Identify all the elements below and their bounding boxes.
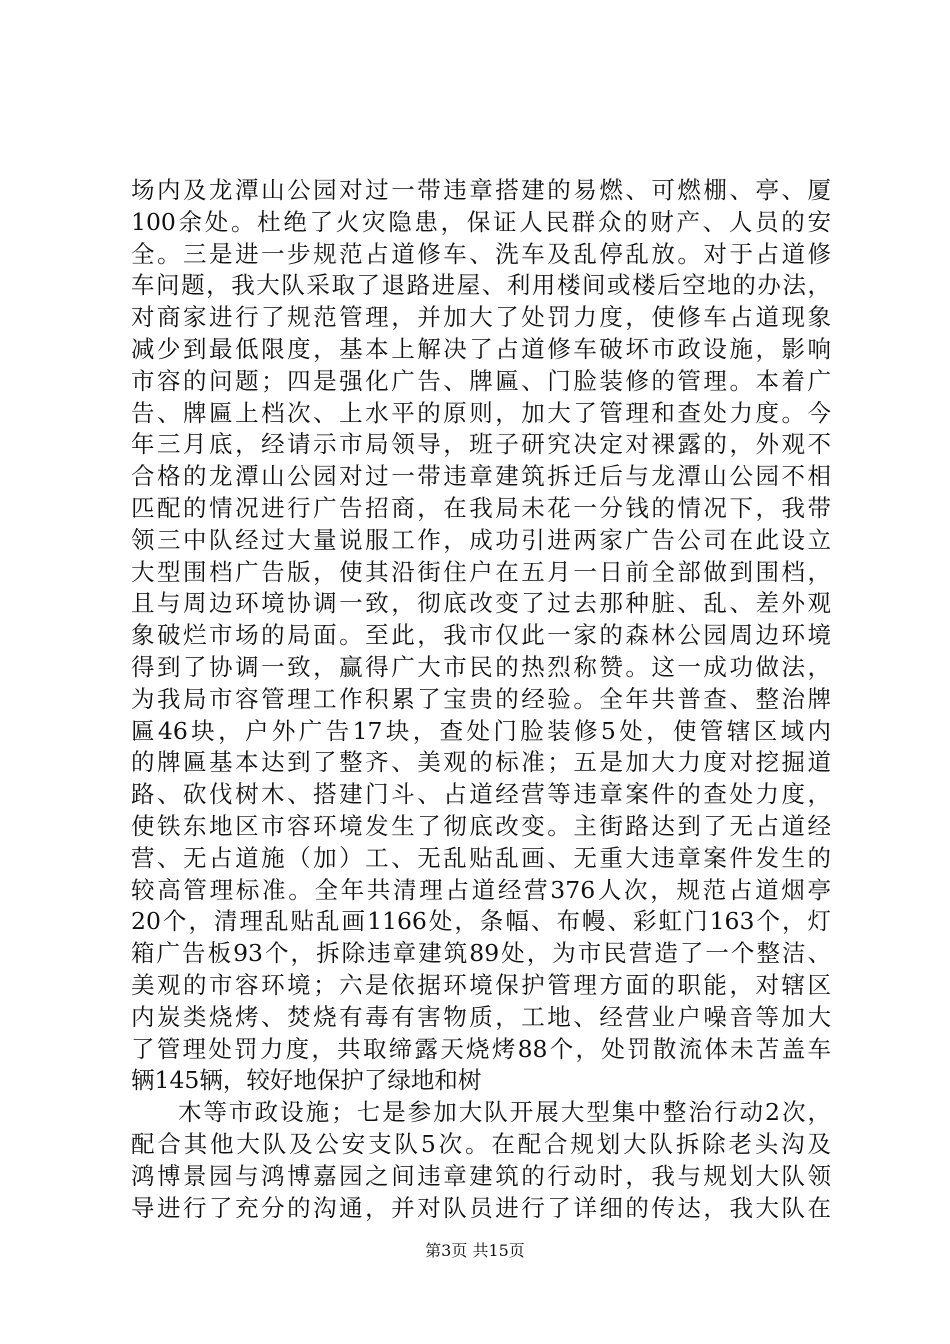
- text-line: 合格的龙潭山公园对过一带违章建筑拆迁后与龙潭山公园不相: [131, 462, 831, 491]
- text-line: 美观的市容环境；六是依据环境保护管理方面的职能，对辖区: [131, 970, 831, 999]
- text-line: 了管理处罚力度，共取缔露天烧烤88个，处罚散流体未苫盖车: [131, 1034, 831, 1063]
- text-line: 匾46块，户外广告17块，查处门脸装修5处，使管辖区域内: [131, 716, 831, 745]
- text-line: 鸿博景园与鸿博嘉园之间违章建筑的行动时，我与规划大队领: [131, 1161, 831, 1190]
- text-line: 大型围档广告版，使其沿街住户在五月一日前全部做到围档，: [131, 557, 831, 586]
- text-line: 车问题，我大队采取了退路进屋、利用楼间或楼后空地的办法，: [131, 271, 831, 300]
- text-line: 象破烂市场的局面。至此，我市仅此一家的森林公园周边环境: [131, 621, 831, 650]
- text-line: 市容的问题；四是强化广告、牌匾、门脸装修的管理。本着广: [131, 366, 831, 395]
- text-line: 路、砍伐树木、搭建门斗、占道经营等违章案件的查处力度，: [131, 780, 831, 809]
- text-line: 内炭类烧烤、焚烧有毒有害物质，工地、经营业户噪音等加大: [131, 1002, 831, 1031]
- text-line: 全。三是进一步规范占道修车、洗车及乱停乱放。对于占道修: [131, 239, 831, 268]
- text-line: 年三月底，经请示市局领导，班子研究决定对裸露的，外观不: [131, 430, 831, 459]
- text-line: 对商家进行了规范管理，并加大了处罚力度，使修车占道现象: [131, 303, 831, 332]
- paragraph-start-line: 木等市政设施；七是参加大队开展大型集中整治行动2次，: [178, 1098, 831, 1127]
- text-line: 100余处。杜绝了火灾隐患，保证人民群众的财产、人员的安: [131, 207, 831, 236]
- text-line: 且与周边环境协调一致，彻底改变了过去那种脏、乱、差外观: [131, 589, 831, 618]
- text-line: 20个，清理乱贴乱画1166处，条幅、布幔、彩虹门163个，灯: [131, 907, 831, 936]
- text-line: 场内及龙潭山公园对过一带违章搭建的易燃、可燃棚、亭、厦: [131, 176, 831, 204]
- text-line: 告、牌匾上档次、上水平的原则，加大了管理和查处力度。今: [131, 398, 831, 427]
- text-line: 使铁东地区市容环境发生了彻底改变。主街路达到了无占道经: [131, 811, 831, 840]
- text-line: 较高管理标准。全年共清理占道经营376人次，规范占道烟亭: [131, 875, 831, 904]
- text-line: 为我局市容管理工作积累了宝贵的经验。全年共普查、整治牌: [131, 684, 831, 713]
- text-line: 的牌匾基本达到了整齐、美观的标准；五是加大力度对挖掘道: [131, 748, 831, 777]
- body-text: [131, 175, 831, 1224]
- text-line: 领三中队经过大量说服工作，成功引进两家广告公司在此设立: [131, 525, 831, 554]
- text-line: 配合其他大队及公安支队5次。在配合规划大队拆除老头沟及: [131, 1129, 831, 1158]
- text-line: 匹配的情况进行广告招商，在我局未花一分钱的情况下，我带: [131, 493, 831, 522]
- page-number-footer: 第3页 共15页: [425, 1241, 525, 1260]
- text-line: 营、无占道施（加）工、无乱贴乱画、无重大违章案件发生的: [131, 843, 831, 872]
- text-line: 箱广告板93个，拆除违章建筑89处，为市民营造了一个整洁、: [131, 939, 831, 968]
- paragraph-end-line: 辆145辆，较好地保护了绿地和树: [131, 1066, 482, 1095]
- text-line: 减少到最低限度，基本上解决了占道修车破坏市政设施，影响: [131, 334, 831, 363]
- text-line: 导进行了充分的沟通，并对队员进行了详细的传达，我大队在: [131, 1193, 831, 1222]
- text-line: 得到了协调一致，赢得广大市民的热烈称赞。这一成功做法，: [131, 652, 831, 681]
